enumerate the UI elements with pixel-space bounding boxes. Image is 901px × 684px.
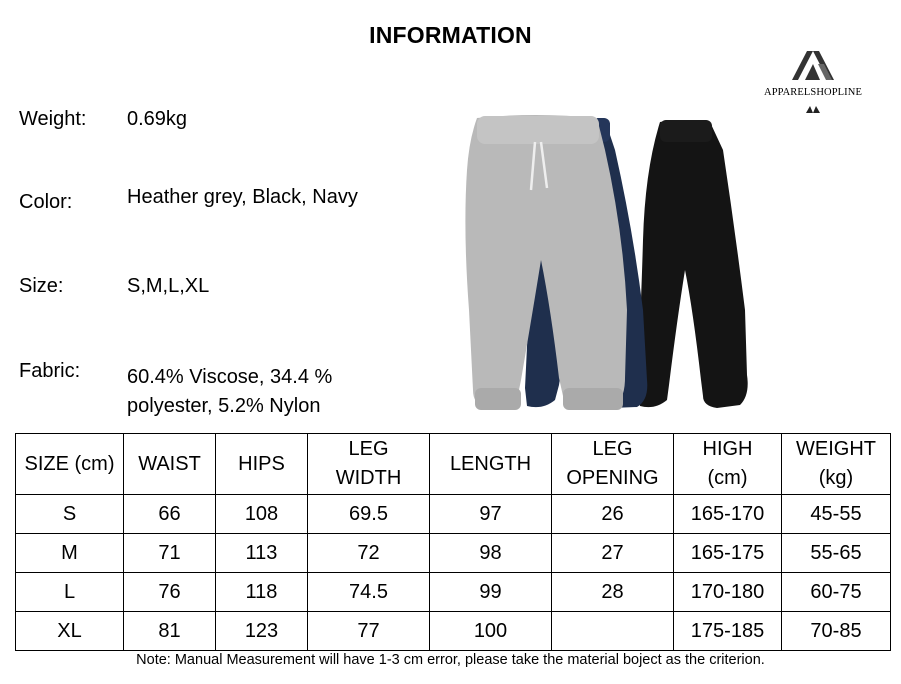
table-cell — [552, 612, 674, 651]
table-cell: 55-65 — [782, 534, 891, 573]
table-cell: 71 — [124, 534, 216, 573]
brand-name: APPARELSHOPLINE — [764, 87, 862, 98]
fabric-label: Fabric: — [19, 360, 81, 382]
size-label: Size: — [19, 275, 64, 297]
measurement-note: Note: Manual Measurement will have 1-3 cm error, please take the material boject as the criterion. — [136, 652, 765, 668]
color-label: Color: — [19, 191, 73, 213]
table-cell: 123 — [216, 612, 308, 651]
black-pants — [637, 120, 748, 408]
table-cell: M — [16, 534, 124, 573]
header-size: SIZE (cm) — [16, 434, 124, 495]
size-value: S,M,L,XL — [127, 275, 210, 297]
table-cell: 28 — [552, 573, 674, 612]
table-header-row — [16, 434, 891, 495]
table-cell: 76 — [124, 573, 216, 612]
table-cell: 66 — [124, 495, 216, 534]
page-title: INFORMATION — [369, 22, 532, 48]
table-row — [16, 573, 891, 612]
header-leg-width: LEG WIDTH — [308, 434, 430, 495]
table-row — [16, 612, 891, 651]
table-cell: L — [16, 573, 124, 612]
table-cell: 60-75 — [782, 573, 891, 612]
table-cell: 99 — [430, 573, 552, 612]
table-cell: 98 — [430, 534, 552, 573]
brand-logo — [758, 48, 868, 116]
color-value: Heather grey, Black, Navy — [127, 186, 358, 208]
brand-small-mark-icon — [758, 102, 868, 114]
header-weight: WEIGHT (kg) — [782, 434, 891, 495]
table-cell: 77 — [308, 612, 430, 651]
table-cell: 170-180 — [674, 573, 782, 612]
weight-value: 0.69kg — [127, 108, 188, 130]
table-cell: 97 — [430, 495, 552, 534]
table-cell: 81 — [124, 612, 216, 651]
table-cell: S — [16, 495, 124, 534]
table-cell: XL — [16, 612, 124, 651]
table-cell: 175-185 — [674, 612, 782, 651]
header-hips: HIPS — [216, 434, 308, 495]
header-waist: WAIST — [124, 434, 216, 495]
table-row — [16, 495, 891, 534]
fabric-value-line2: polyester, 5.2% Nylon — [127, 395, 321, 417]
table-cell: 74.5 — [308, 573, 430, 612]
table-cell: 118 — [216, 573, 308, 612]
weight-label: Weight: — [19, 108, 87, 130]
table-cell: 165-170 — [674, 495, 782, 534]
table-cell: 113 — [216, 534, 308, 573]
table-cell: 70-85 — [782, 612, 891, 651]
header-leg-opening: LEG OPENING — [552, 434, 674, 495]
product-image-pants — [455, 110, 760, 415]
table-cell: 108 — [216, 495, 308, 534]
header-length: LENGTH — [430, 434, 552, 495]
brand-a-logo-icon — [758, 48, 868, 84]
header-high: HIGH (cm) — [674, 434, 782, 495]
table-row — [16, 534, 891, 573]
table-cell: 45-55 — [782, 495, 891, 534]
table-cell: 100 — [430, 612, 552, 651]
table-cell: 69.5 — [308, 495, 430, 534]
table-cell: 27 — [552, 534, 674, 573]
table-cell: 72 — [308, 534, 430, 573]
size-chart-table — [15, 433, 891, 651]
fabric-value-line1: 60.4% Viscose, 34.4 % — [127, 366, 333, 388]
table-cell: 165-175 — [674, 534, 782, 573]
table-cell: 26 — [552, 495, 674, 534]
